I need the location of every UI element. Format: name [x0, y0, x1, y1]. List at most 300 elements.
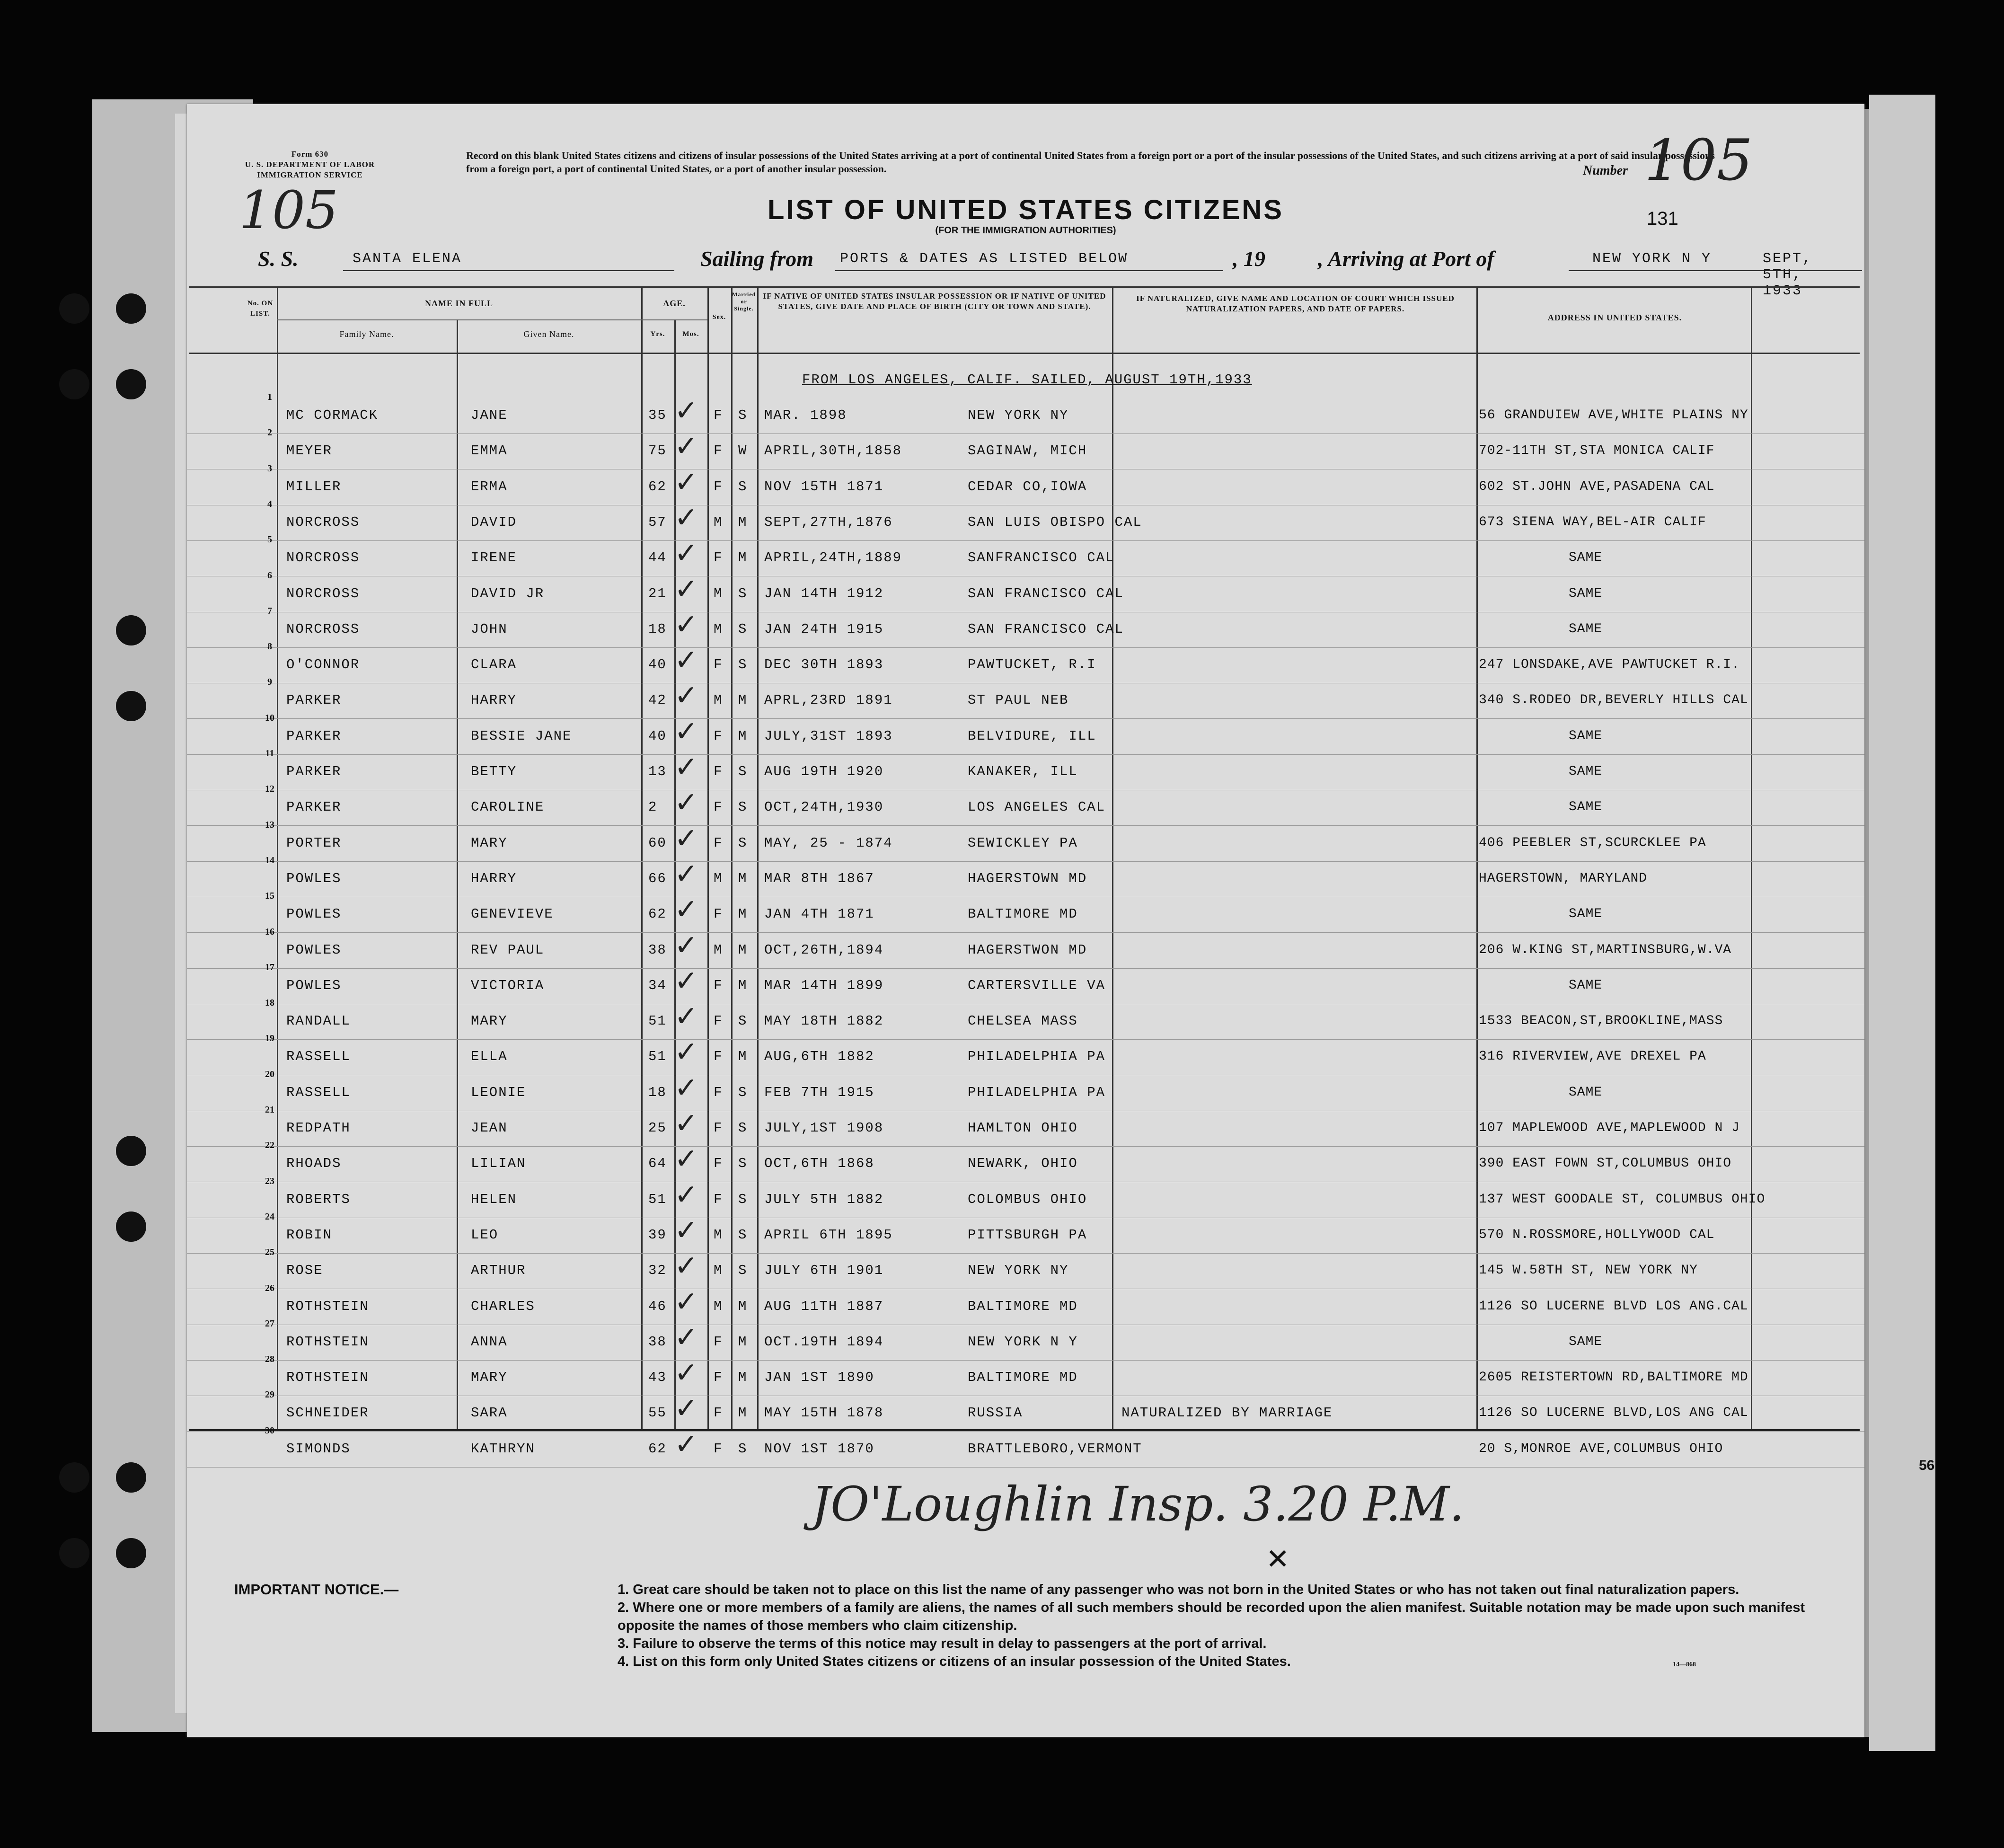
us-address: SAME [1569, 764, 1603, 779]
table-row [187, 1140, 1864, 1182]
birth-date: AUG 11TH 1887 [764, 1298, 884, 1314]
form-number: Form 630 [291, 150, 329, 159]
family-name: MC CORMACK [286, 407, 379, 423]
check-mark: ✓ [674, 430, 698, 463]
binder-hole [59, 1462, 89, 1493]
table-row [187, 1282, 1864, 1325]
given-name: HELEN [471, 1191, 517, 1207]
birth-place: BALTIMORE MD [968, 906, 1078, 922]
birth-place: BELVIDURE, ILL [968, 728, 1096, 744]
marital-status: S [738, 1441, 748, 1457]
sailing-underline [835, 270, 1223, 271]
birth-date: NOV 15TH 1871 [764, 478, 884, 495]
header-no-on-list: No. ON LIST. [247, 300, 274, 318]
given-name: ARTHUR [471, 1263, 526, 1279]
check-mark: ✓ [674, 679, 698, 713]
us-address: SAME [1569, 978, 1603, 993]
marital-status: S [738, 1120, 748, 1136]
table-row [187, 498, 1864, 541]
row-number: 28 [265, 1354, 274, 1365]
form-id-block [225, 149, 395, 180]
family-name: POWLES [286, 977, 342, 993]
check-mark: ✓ [674, 1178, 698, 1211]
row-number: 7 [267, 605, 272, 616]
us-address: SAME [1569, 621, 1603, 637]
check-mark: ✓ [674, 608, 698, 641]
marital-status: M [738, 1370, 748, 1386]
given-name: HARRY [471, 870, 517, 886]
given-name: LEONIE [471, 1084, 526, 1100]
row-number: 14 [265, 855, 274, 866]
from-line-row [187, 362, 1864, 398]
birth-date: APRIL,30TH,1858 [764, 443, 902, 459]
age-years: 18 [648, 1084, 667, 1100]
row-number: 4 [267, 498, 272, 509]
table-row [187, 1425, 1864, 1468]
given-name: CAROLINE [471, 799, 545, 815]
sex: F [714, 835, 723, 851]
birth-place: CHELSEA MASS [968, 1013, 1078, 1029]
us-address: SAME [1569, 586, 1603, 601]
family-name: ROTHSTEIN [286, 1298, 369, 1314]
sex: F [714, 1120, 723, 1136]
age-years: 42 [648, 692, 667, 708]
family-name: POWLES [286, 942, 342, 958]
marital-status: S [738, 1263, 748, 1279]
us-address: 56 GRANDUIEW AVE,WHITE PLAINS NY [1479, 408, 1748, 423]
check-mark: ✓ [674, 1392, 698, 1425]
notice-item: 4. List on this form only United States citizens or citizens of an insular possession of the United States. [618, 1654, 1291, 1669]
row-number: 2 [267, 427, 272, 438]
us-address: SAME [1569, 907, 1603, 922]
family-name: NORCROSS [286, 550, 360, 566]
marital-status: S [738, 407, 748, 423]
given-name: LILIAN [471, 1156, 526, 1172]
birth-date: JULY 6TH 1901 [764, 1263, 884, 1279]
marital-status: M [738, 692, 748, 708]
table-row [187, 392, 1864, 434]
birth-date: MAR. 1898 [764, 407, 847, 423]
marital-status: M [738, 977, 748, 993]
table-row [187, 1176, 1864, 1218]
family-name: O'CONNOR [286, 657, 360, 673]
birth-date: OCT.19TH 1894 [764, 1334, 884, 1350]
birth-date: JULY,31ST 1893 [764, 728, 893, 744]
age-years: 40 [648, 657, 667, 673]
sex: M [714, 870, 723, 886]
check-mark: ✓ [674, 1000, 698, 1034]
row-number: 24 [265, 1211, 274, 1222]
header-family-name: Family Name. [339, 329, 394, 339]
sex: F [714, 478, 723, 495]
check-mark: ✓ [674, 822, 698, 855]
header-given-name: Given Name. [523, 329, 574, 339]
sex: M [714, 585, 723, 601]
family-name: POWLES [286, 906, 342, 922]
us-address: 340 S.RODEO DR,BEVERLY HILLS CAL [1479, 693, 1748, 708]
age-years: 32 [648, 1263, 667, 1279]
table-row [187, 748, 1864, 790]
us-address: 107 MAPLEWOOD AVE,MAPLEWOOD N J [1479, 1121, 1740, 1135]
sex: F [714, 977, 723, 993]
table-row [187, 570, 1864, 612]
binder-hole [59, 293, 89, 324]
row-number: 8 [267, 641, 272, 652]
header-name-in-full: NAME IN FULL [424, 299, 493, 308]
birth-place: ST PAUL NEB [968, 692, 1069, 708]
check-mark: ✓ [674, 1035, 698, 1069]
marital-status: S [738, 585, 748, 601]
given-name: DAVID [471, 514, 517, 530]
age-years: 51 [648, 1191, 667, 1207]
birth-date: JAN 24TH 1915 [764, 621, 884, 637]
birth-place: KANAKER, ILL [968, 764, 1078, 779]
age-years: 35 [648, 407, 667, 423]
birth-date: OCT,6TH 1868 [764, 1156, 874, 1172]
age-subheader-rule [641, 319, 707, 320]
given-name: JOHN [471, 621, 508, 637]
row-number: 3 [267, 463, 272, 474]
given-name: HARRY [471, 692, 517, 708]
check-mark: ✓ [674, 501, 698, 534]
table-row [187, 926, 1864, 969]
header-address: ADDRESS IN UNITED STATES. [1547, 313, 1682, 322]
sex: F [714, 1370, 723, 1386]
sailing-from: PORTS & DATES AS LISTED BELOW [840, 251, 1129, 267]
family-name: REDPATH [286, 1120, 351, 1136]
family-name: SCHNEIDER [286, 1405, 369, 1421]
table-row [187, 1389, 1864, 1432]
table-row [187, 534, 1864, 576]
age-years: 2 [648, 799, 658, 815]
from-line-text: FROM LOS ANGELES, CALIF. SAILED, AUGUST 19TH,1933 [802, 372, 1252, 388]
age-years: 62 [648, 478, 667, 495]
document-subtitle: (FOR THE IMMIGRATION AUTHORITIES) [935, 225, 1116, 236]
arriving-port: NEW YORK N Y [1592, 251, 1712, 267]
header-birth: IF NATIVE OF UNITED STATES INSULAR POSSESSION OR IF NATIVE OF UNITED STATES, GIVE DATE AND PLACE OF BIRTH (CITY OR TOWN AND STATE). [763, 292, 1106, 311]
header-naturalized: IF NATURALIZED, GIVE NAME AND LOCATION OF COURT WHICH ISSUED NATURALIZATION PAPERS, AND DATE OF PAPERS. [1136, 294, 1455, 313]
birth-place: HAGERSTOWN MD [968, 870, 1087, 886]
marital-status: M [738, 1049, 748, 1065]
check-mark: ✓ [674, 1285, 698, 1318]
header-married-single: Married or Single. [732, 291, 756, 312]
birth-date: JAN 4TH 1871 [764, 906, 874, 922]
check-mark: ✓ [674, 1427, 698, 1461]
table-row [187, 784, 1864, 826]
given-name: REV PAUL [471, 942, 545, 958]
notice-item: 3. Failure to observe the terms of this notice may result in delay to passengers at the port of arrival. [618, 1636, 1267, 1651]
row-number: 6 [267, 570, 272, 581]
age-years: 62 [648, 1441, 667, 1457]
given-name: KATHRYN [471, 1441, 535, 1457]
birth-place: CARTERSVILLE VA [968, 977, 1106, 993]
family-name: NORCROSS [286, 514, 360, 530]
binder-hole [59, 369, 89, 399]
given-name: CHARLES [471, 1298, 535, 1314]
table-row [187, 677, 1864, 719]
right-page-edge [1869, 95, 1935, 1751]
row-number: 19 [265, 1033, 274, 1044]
age-years: 43 [648, 1370, 667, 1386]
given-name: DAVID JR [471, 585, 545, 601]
ship-name-underline [343, 270, 674, 271]
birth-place: NEWARK, OHIO [968, 1156, 1078, 1172]
family-name: RASSELL [286, 1084, 351, 1100]
family-name: POWLES [286, 870, 342, 886]
us-address: 137 WEST GOODALE ST, COLUMBUS OHIO [1479, 1192, 1766, 1207]
marital-status: M [738, 906, 748, 922]
given-name: JEAN [471, 1120, 508, 1136]
birth-place: NEW YORK NY [968, 1263, 1069, 1279]
us-address: 406 PEEBLER ST,SCURCKLEE PA [1479, 835, 1706, 850]
sex: M [714, 621, 723, 637]
family-name: PARKER [286, 692, 342, 708]
birth-date: JULY 5TH 1882 [764, 1191, 884, 1207]
header-mos: Mos. [682, 330, 699, 338]
row-number: 13 [265, 819, 274, 830]
sex: F [714, 657, 723, 673]
marital-status: M [738, 1334, 748, 1350]
row-number: 15 [265, 891, 274, 902]
table-row [187, 855, 1864, 897]
birth-date: MAR 14TH 1899 [764, 977, 884, 993]
birth-place: BALTIMORE MD [968, 1370, 1078, 1386]
given-name: SARA [471, 1405, 508, 1421]
binder-hole [116, 369, 146, 399]
binder-hole [116, 1538, 146, 1568]
family-name: RASSELL [286, 1049, 351, 1065]
binder-hole [116, 1211, 146, 1242]
family-name: RHOADS [286, 1156, 342, 1172]
row-number: 5 [267, 534, 272, 545]
marital-status: M [738, 942, 748, 958]
given-name: BESSIE JANE [471, 728, 572, 744]
birth-place: BALTIMORE MD [968, 1298, 1078, 1314]
marital-status: S [738, 1013, 748, 1029]
check-mark: ✓ [674, 964, 698, 998]
us-address: SAME [1569, 550, 1603, 566]
birth-place: SEWICKLEY PA [968, 835, 1078, 851]
birth-place: SAN LUIS OBISPO CAL [968, 514, 1142, 530]
row-number: 18 [265, 998, 274, 1008]
birth-place: PHILADELPHIA PA [968, 1049, 1106, 1065]
family-name: ROBERTS [286, 1191, 351, 1207]
us-address: SAME [1569, 728, 1603, 743]
row-number: 11 [265, 748, 274, 759]
given-name: IRENE [471, 550, 517, 566]
age-years: 25 [648, 1120, 667, 1136]
handwritten-top-left-number: 105 [239, 180, 338, 240]
row-number: 20 [265, 1069, 274, 1079]
check-mark: ✓ [674, 1107, 698, 1140]
table-top-rule [189, 286, 1860, 288]
marital-status: M [738, 514, 748, 530]
birth-place: SAN FRANCISCO CAL [968, 585, 1124, 601]
header-age: AGE. [663, 299, 686, 308]
table-row [187, 1354, 1864, 1396]
birth-date: MAY, 25 - 1874 [764, 835, 893, 851]
table-row [187, 891, 1864, 933]
arriving-date: SEPT, 5TH, 1933 [1763, 251, 1813, 299]
birth-date: MAR 8TH 1867 [764, 870, 874, 886]
document-title: LIST OF UNITED STATES CITIZENS [768, 195, 1284, 225]
age-years: 51 [648, 1013, 667, 1029]
binder-hole [116, 1136, 146, 1166]
birth-place: LOS ANGELES CAL [968, 799, 1106, 815]
table-row [187, 463, 1864, 505]
table-row [187, 998, 1864, 1040]
birth-date: JAN 1ST 1890 [764, 1370, 874, 1386]
marital-status: M [738, 1405, 748, 1421]
binder-hole [59, 1538, 89, 1568]
marital-status: M [738, 550, 748, 566]
marital-status: S [738, 657, 748, 673]
check-mark: ✓ [674, 857, 698, 891]
family-name: PARKER [286, 764, 342, 779]
arriving-label: , Arriving at Port of [1318, 247, 1494, 271]
row-number: 12 [265, 784, 274, 795]
row-number: 9 [267, 677, 272, 688]
check-mark: ✓ [674, 537, 698, 570]
ship-name: SANTA ELENA [353, 251, 462, 267]
sex: F [714, 728, 723, 744]
age-years: 51 [648, 1049, 667, 1065]
given-name: MARY [471, 835, 508, 851]
marital-status: S [738, 1227, 748, 1243]
marital-status: M [738, 1298, 748, 1314]
us-address: 673 SIENA WAY,BEL-AIR CALIF [1479, 514, 1706, 530]
table-row [187, 1105, 1864, 1147]
age-years: 75 [648, 443, 667, 459]
arrival-underline [1569, 270, 1862, 271]
row-number: 22 [265, 1140, 274, 1151]
sex: F [714, 407, 723, 423]
marital-status: S [738, 1156, 748, 1172]
sex: F [714, 1334, 723, 1350]
given-name: ERMA [471, 478, 508, 495]
age-years: 38 [648, 942, 667, 958]
birth-date: FEB 7TH 1915 [764, 1084, 874, 1100]
sex: M [714, 692, 723, 708]
row-number: 16 [265, 926, 274, 937]
table-row [187, 605, 1864, 648]
age-years: 64 [648, 1156, 667, 1172]
given-name: JANE [471, 407, 508, 423]
row-number: 30 [265, 1425, 274, 1436]
age-years: 18 [648, 621, 667, 637]
age-years: 38 [648, 1334, 667, 1350]
given-name: CLARA [471, 657, 517, 673]
birth-place: COLOMBUS OHIO [968, 1191, 1087, 1207]
page-number: 131 [1647, 208, 1678, 229]
marital-status: S [738, 621, 748, 637]
row-number: 25 [265, 1247, 274, 1258]
birth-place: SAN FRANCISCO CAL [968, 621, 1124, 637]
marital-status: W [738, 443, 748, 459]
given-name: ELLA [471, 1049, 508, 1065]
age-years: 13 [648, 764, 667, 779]
us-address: HAGERSTOWN, MARYLAND [1479, 871, 1648, 886]
marital-status: M [738, 870, 748, 886]
birth-date: DEC 30TH 1893 [764, 657, 884, 673]
table-row [187, 819, 1864, 862]
sex: M [714, 1227, 723, 1243]
given-name: VICTORIA [471, 977, 545, 993]
given-name: GENEVIEVE [471, 906, 554, 922]
birth-date: MAY 18TH 1882 [764, 1013, 884, 1029]
check-mark: ✓ [674, 893, 698, 927]
family-name: ROTHSTEIN [286, 1334, 369, 1350]
naturalization-info: NATURALIZED BY MARRIAGE [1121, 1405, 1333, 1421]
birth-date: APRL,23RD 1891 [764, 692, 893, 708]
birth-place: HAGERSTWON MD [968, 942, 1087, 958]
sex: M [714, 514, 723, 530]
sex: F [714, 1405, 723, 1421]
age-years: 57 [648, 514, 667, 530]
check-mark: ✓ [674, 1249, 698, 1283]
family-name: ROTHSTEIN [286, 1370, 369, 1386]
sex: F [714, 443, 723, 459]
sex: F [714, 1013, 723, 1029]
check-mark: ✓ [674, 644, 698, 677]
marital-status: M [738, 728, 748, 744]
given-name: LEO [471, 1227, 499, 1243]
check-mark: ✓ [674, 394, 698, 427]
birth-place: PAWTUCKET, R.I [968, 657, 1096, 673]
marital-status: S [738, 799, 748, 815]
birth-place: HAMLTON OHIO [968, 1120, 1078, 1136]
family-name: ROSE [286, 1263, 323, 1279]
header-yrs: Yrs. [650, 330, 665, 338]
us-address: 390 EAST FOWN ST,COLUMBUS OHIO [1479, 1156, 1732, 1171]
row-number: 27 [265, 1318, 274, 1329]
check-mark: ✓ [674, 751, 698, 784]
us-address: 1126 SO LUCERNE BLVD LOS ANG.CAL [1479, 1299, 1748, 1314]
birth-date: AUG 19TH 1920 [764, 764, 884, 779]
sex: F [714, 1156, 723, 1172]
family-name: MEYER [286, 443, 333, 459]
birth-date: APRIL 6TH 1895 [764, 1227, 893, 1243]
us-address: SAME [1569, 1085, 1603, 1100]
table-row [187, 1247, 1864, 1289]
table-row [187, 427, 1864, 469]
inspector-signature: JO'Loughlin Insp. 3.20 P.M. [812, 1477, 1465, 1532]
notice-items [618, 1581, 1834, 1671]
age-years: 60 [648, 835, 667, 851]
family-name: MILLER [286, 478, 342, 495]
sex: F [714, 1441, 723, 1457]
ss-label: S. S. [258, 247, 299, 271]
birth-date: SEPT,27TH,1876 [764, 514, 893, 530]
given-name: MARY [471, 1013, 508, 1029]
birth-place: RUSSIA [968, 1405, 1023, 1421]
row-number: 10 [265, 712, 274, 723]
header-sex: Sex. [712, 314, 726, 321]
table-row [187, 1033, 1864, 1075]
marital-status: S [738, 835, 748, 851]
family-name: SIMONDS [286, 1441, 351, 1457]
age-years: 66 [648, 870, 667, 886]
name-subheader-rule [277, 319, 641, 320]
sailing-label: Sailing from [700, 247, 814, 271]
us-address: SAME [1569, 800, 1603, 815]
row-number: 21 [265, 1105, 274, 1115]
check-mark: ✓ [674, 1356, 698, 1390]
record-instructions: Record on this blank United States citizens and citizens of insular possessions of the United States arriving at a port of continental United States from a foreign port or a port of the insular possessions of the United States, and such citizens arriving at a port of said insular possessions from a foreign port, a port of continental United States, or a port of another insular possession. [466, 150, 1715, 175]
check-mark: ✓ [674, 928, 698, 962]
form-code: 14—868 [1673, 1661, 1696, 1668]
given-name: BETTY [471, 764, 517, 779]
